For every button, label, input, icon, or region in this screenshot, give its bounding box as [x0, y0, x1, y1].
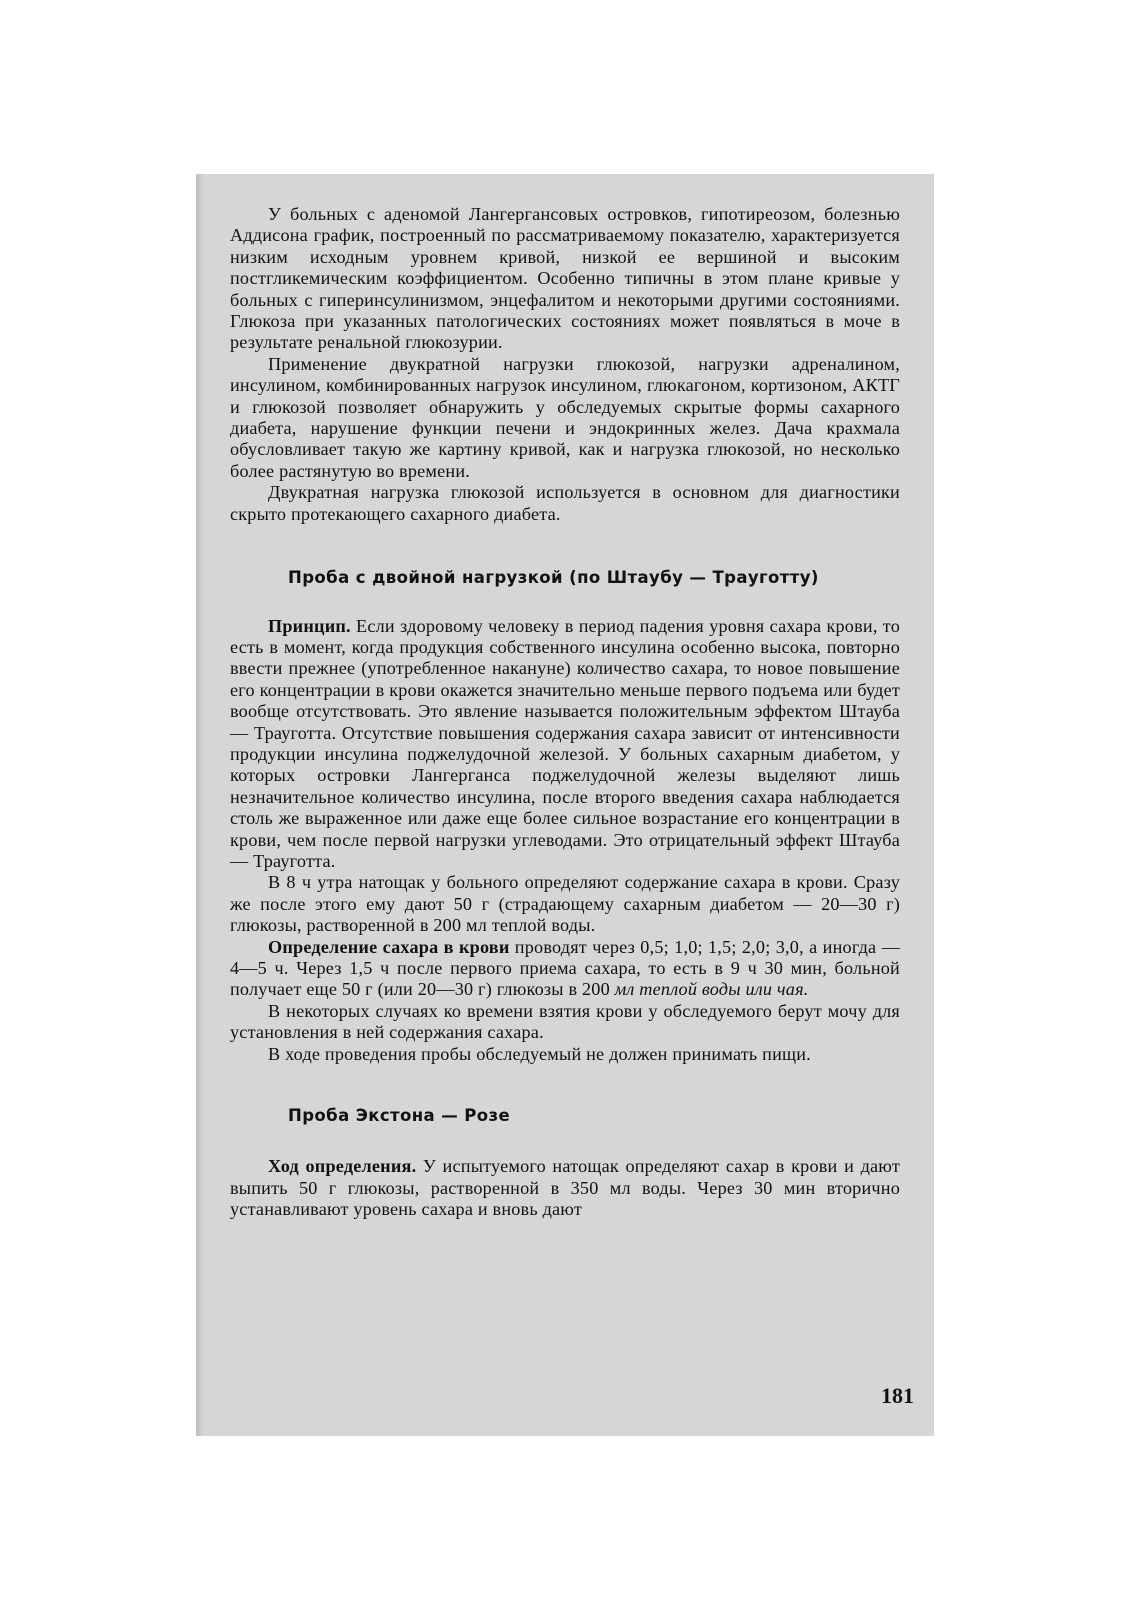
principle-text: Если здоровому человеку в период падения уровня сахара крови, то есть в момент, когда продукция собственного инсулина особенно высока, повторно ввести прежнее (употребленное накануне) количество сахара, то новое повышение его концентрации в крови окажется значительно меньше первого подъема или будет вообще отсутствовать. Это явление называется положительным эффектом Штауба — Трауготта. Отсутствие повышения содержания сахара зависит от интенсивности продукции инсулина поджелудочной железой. У больных сахарным диабетом, у которых островки Лангерганса поджелудочной железы выделяют лишь незначительное количество инсулина, после второго введения сахара наблюдается столь же выраженное или даже еще более сильное возрастание его концентрации в крови, чем после первой нагрузки углеводами. Это отрицательный эффект Штауба — Трауготта.: [230, 615, 900, 871]
determination-label: Определение сахара в крови: [268, 936, 510, 957]
section-heading-staub: Проба с двойной нагрузкой (по Штаубу — Трауготту): [288, 568, 819, 588]
paragraph-double-load: Применение двукратной нагрузки глюкозой, нагрузки адреналином, инсулином, комбинированных нагрузок инсулином, глюкагоном, кортизоном, АКТГ и глюкозой позволяет обнаружить у обследуемых скрытые формы сахарного диабета, нарушение функции печени и эндокринных желез. Дача крахмала обусловливает такую же картину кривой, как и нагрузка глюкозой, но несколько более растянутую во времени.: [230, 353, 900, 481]
paragraph-determination: [230, 937, 900, 1001]
paragraph-procedure: [230, 1156, 900, 1220]
procedure-text: У испытуемого натощак определяют сахар в крови и дают выпить 50 г глюкозы, растворенной в 350 мл воды. Через 30 мин вторично устанавливают уровень сахара и вновь дают: [230, 1156, 900, 1220]
determination-text: проводят через 0,5; 1,0; 1,5; 2,0; 3,0, а иногда — 4—5 ч. Через 1,5 ч после первого приема сахара, то есть в 9 ч 30 мин, больной получает еще 50 г (или 20—30 г) глюкозы в 200: [230, 936, 900, 1000]
paragraph-urine: В некоторых случаях ко времени взятия крови у обследуемого берут мочу для установления в ней содержания сахара.: [230, 1000, 900, 1043]
paragraph-diagnostics: Двукратная нагрузка глюкозой используется в основном для диагностики скрыто протекающего сахарного диабета.: [230, 482, 900, 524]
paragraph-principle: [230, 616, 900, 873]
section-heading-exton: Проба Экстона — Розе: [288, 1106, 511, 1126]
paragraph-food: В ходе проведения пробы обследуемый не должен принимать пищи.: [268, 1043, 811, 1064]
paragraph-adenoma: У больных с аденомой Лангергансовых островков, гипотиреозом, болезнью Аддисона график, построенный по рассматриваемому показателю, характеризуется низким исходным уровнем кривой, низкой ее вершиной и высоким постгликемическим коэффициентом. Особенно типичны в этом плане кривые у больных с гиперинсулинизмом, энцефалитом и некоторыми другими состояниями. Глюкоза при указанных патологических состояниях может появляться в моче в результате ренальной глюкозурии.: [230, 204, 900, 353]
procedure-label: Ход определения.: [268, 1156, 417, 1177]
determination-italic: мл теплой воды или чая.: [614, 979, 809, 1000]
book-page: [196, 174, 934, 1436]
paragraph-morning: В 8 ч утра натощак у больного определяют содержание сахара в крови. Сразу же после этого ему дают 50 г (страдающему сахарным диабетом — 20—30 г) глюкозы, растворенной в 200 мл теплой воды.: [230, 872, 900, 936]
page-number: 181: [881, 1382, 914, 1408]
principle-label: Принцип.: [268, 615, 351, 636]
